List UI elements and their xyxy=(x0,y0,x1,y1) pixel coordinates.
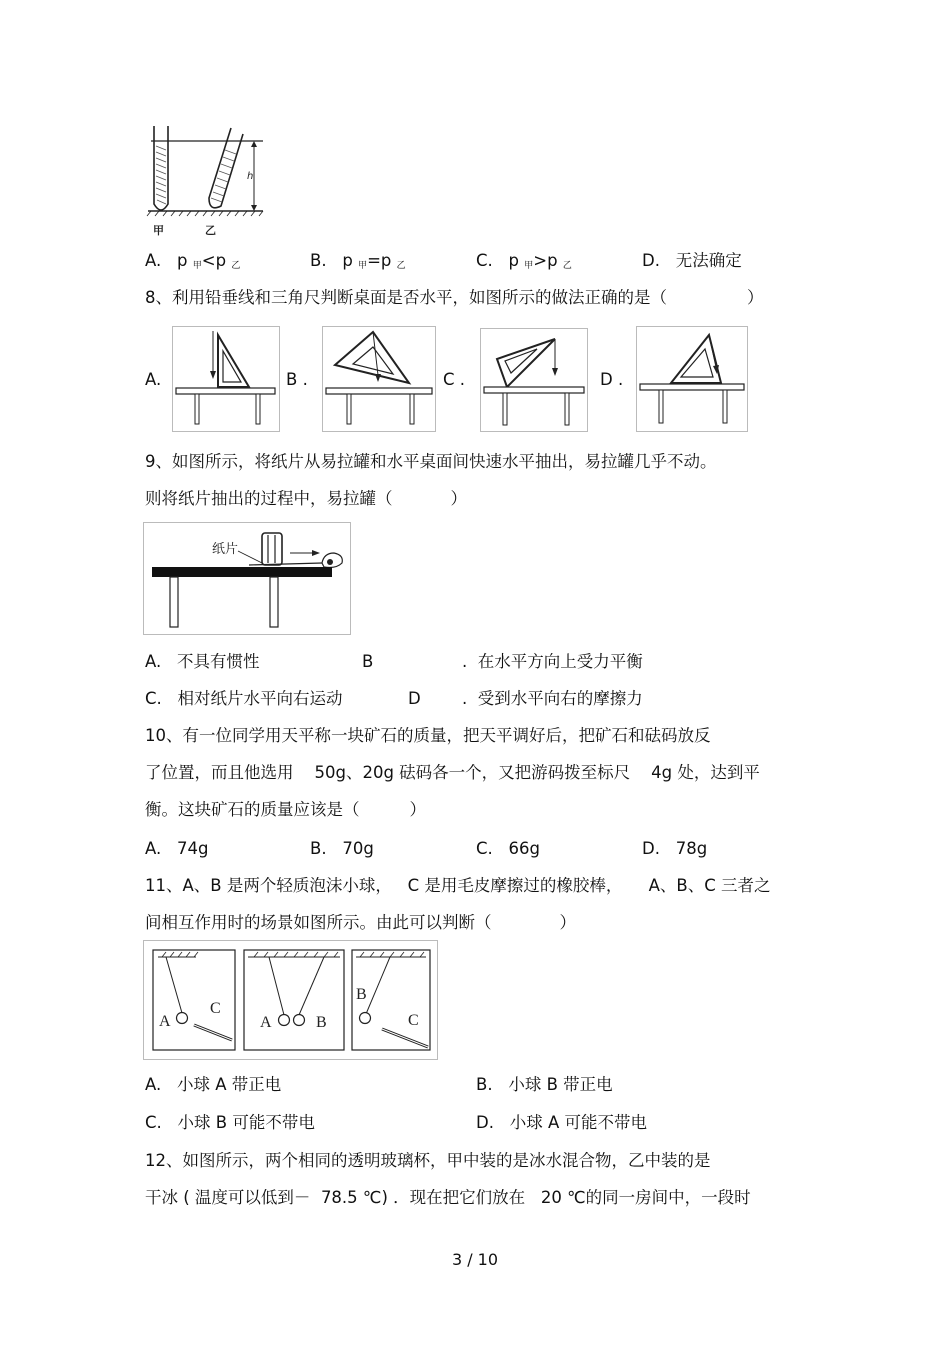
option-text: 在水平方向上受力平衡 xyxy=(477,652,643,671)
q7-option-b[interactable] xyxy=(310,251,406,276)
option-letter: A. xyxy=(145,251,162,270)
option-letter: D. xyxy=(642,839,660,858)
q11-label-c-3: C xyxy=(408,1012,419,1029)
q12-line2-b: 78.5 ℃) ．现在把它们放在 xyxy=(320,1188,526,1207)
q10-line3 xyxy=(145,800,426,820)
q9-option-a[interactable] xyxy=(145,652,260,672)
q11-label-c-1: C xyxy=(210,1000,221,1017)
q7-option-d[interactable] xyxy=(642,251,742,271)
q8-figure-b xyxy=(322,326,436,432)
q8-figure-a xyxy=(172,326,280,432)
option-letter: B. xyxy=(476,1075,493,1094)
option-text: 小球 A 可能不带电 xyxy=(509,1113,647,1132)
option-dot: . xyxy=(462,652,468,671)
option-sub: 乙 xyxy=(562,261,572,271)
q10-line2 xyxy=(145,763,760,783)
q11-label-a-2: A xyxy=(260,1014,272,1031)
q11-option-b[interactable] xyxy=(476,1075,613,1095)
q12-line2 xyxy=(145,1188,751,1208)
option-p: p xyxy=(508,251,520,270)
option-text: 无法确定 xyxy=(675,251,742,270)
option-letter: A. xyxy=(145,839,162,858)
q9-option-c[interactable] xyxy=(145,689,343,709)
q8-label-b[interactable]: B . xyxy=(286,370,308,389)
page-number: 3 / 10 xyxy=(451,1250,499,1269)
option-letter: A. xyxy=(145,652,162,671)
q8-label-c[interactable]: C . xyxy=(443,370,466,389)
q11-line1-b: C 是用毛皮摩擦过的橡胶棒， xyxy=(407,876,623,895)
q7-option-c[interactable] xyxy=(476,251,572,276)
q10-line3-end: ） xyxy=(409,800,426,819)
option-letter: C. xyxy=(145,689,162,708)
q9-option-d[interactable] xyxy=(408,689,421,709)
q8-figure-d xyxy=(636,326,748,432)
q11-option-a[interactable] xyxy=(145,1075,281,1095)
q10-line2-c: 4g 处，达到平 xyxy=(651,763,760,782)
q11-option-d[interactable] xyxy=(476,1113,647,1133)
q9-option-b-text[interactable] xyxy=(462,652,643,672)
q8-label-d[interactable]: D . xyxy=(600,370,624,389)
q8-stem-end: ） xyxy=(747,288,764,307)
q8-stem xyxy=(145,288,764,308)
q10-option-b[interactable] xyxy=(310,839,374,859)
option-letter: B. xyxy=(310,251,327,270)
option-op: =p xyxy=(367,251,392,270)
q10-option-a[interactable] xyxy=(145,839,208,859)
option-text: 66g xyxy=(508,839,541,858)
q9-option-b[interactable] xyxy=(362,652,373,672)
q7-figure xyxy=(143,122,268,242)
q10-line3-text: 衡。这块矿石的质量应该是（ xyxy=(145,800,360,819)
option-letter: D xyxy=(408,689,421,708)
q9-stem-text: 则将纸片抽出的过程中，易拉罐（ xyxy=(145,489,393,508)
q11-line2-text: 间相互作用时的场景如图所示。由此可以判断（ xyxy=(145,913,492,932)
option-letter: A. xyxy=(145,1075,162,1094)
option-letter: B. xyxy=(310,839,327,858)
q10-option-c[interactable] xyxy=(476,839,540,859)
q12-line2-a: 干冰 ( 温度可以低到－ xyxy=(145,1188,311,1207)
option-text: 小球 A 带正电 xyxy=(177,1075,282,1094)
option-sub: 甲 xyxy=(192,261,202,271)
option-sub: 乙 xyxy=(396,261,406,271)
q11-line2 xyxy=(145,913,576,933)
option-p: p xyxy=(177,251,188,270)
option-text: 小球 B 带正电 xyxy=(508,1075,613,1094)
q9-figure xyxy=(143,522,351,635)
q12-line2-c: 20 ℃的同一房间中，一段时 xyxy=(540,1188,751,1207)
q10-line1: 10、有一位同学用天平称一块矿石的质量，把天平调好后，把矿石和砝码放反 xyxy=(145,726,711,745)
option-letter: B xyxy=(362,652,374,671)
option-text: 78g xyxy=(675,839,708,858)
option-letter: C. xyxy=(476,251,493,270)
q10-option-d[interactable] xyxy=(642,839,707,859)
option-letter: C. xyxy=(145,1113,162,1132)
option-letter: D. xyxy=(642,251,660,270)
option-text: 小球 B 可能不带电 xyxy=(177,1113,315,1132)
q8-label-a[interactable]: A. xyxy=(145,370,162,389)
q11-label-a-1: A xyxy=(159,1013,171,1030)
option-letter: D. xyxy=(476,1113,494,1132)
q7-jia-label: 甲 xyxy=(153,224,164,237)
option-text: 受到水平向右的摩擦力 xyxy=(477,689,643,708)
option-sub: 乙 xyxy=(231,261,241,271)
q11-line1 xyxy=(145,876,771,896)
q11-option-c[interactable] xyxy=(145,1113,315,1133)
q8-figure-c xyxy=(480,328,588,432)
q7-h-label: h xyxy=(247,171,254,182)
q11-line2-end: ） xyxy=(559,913,576,932)
q7-option-a[interactable] xyxy=(145,251,240,276)
option-op: >p xyxy=(533,251,558,270)
q9-stem-line1: 9、如图所示，将纸片从易拉罐和水平桌面间快速水平抽出，易拉罐几乎不动。 xyxy=(145,452,717,471)
option-letter: C. xyxy=(476,839,493,858)
option-op: <p xyxy=(201,251,227,270)
q10-line2-b: 50g、20g 砝码各一个，又把游码拨至标尺 xyxy=(314,763,631,782)
q10-line2-a: 了位置，而且他选用 xyxy=(145,763,294,782)
q9-paper-label: 纸片 xyxy=(212,542,239,557)
option-text: 70g xyxy=(342,839,374,858)
q9-option-d-text[interactable] xyxy=(462,689,643,709)
option-sub: 甲 xyxy=(524,261,534,271)
option-text: 不具有惯性 xyxy=(177,652,260,671)
option-text: 相对纸片水平向右运动 xyxy=(177,689,343,708)
q11-line1-a: 11、A、B 是两个轻质泡沫小球， xyxy=(145,876,392,895)
q8-stem-text: 8、利用铅垂线和三角尺判断桌面是否水平，如图所示的做法正确的是（ xyxy=(145,288,667,307)
q7-yi-label: 乙 xyxy=(205,224,216,237)
q11-line1-c: A、B、C 三者之 xyxy=(648,876,771,895)
q9-stem-end: ） xyxy=(450,489,467,508)
option-text: 74g xyxy=(177,839,209,858)
q12-line1: 12、如图所示，两个相同的透明玻璃杯，甲中装的是冰水混合物，乙中装的是 xyxy=(145,1151,711,1170)
q11-label-b-3: B xyxy=(356,986,367,1003)
option-p: p xyxy=(342,251,353,270)
option-sub: 甲 xyxy=(358,261,368,271)
option-dot: . xyxy=(462,689,468,708)
q9-stem-line2 xyxy=(145,489,467,509)
q11-figure xyxy=(143,940,438,1060)
q11-label-b-2: B xyxy=(316,1014,327,1031)
